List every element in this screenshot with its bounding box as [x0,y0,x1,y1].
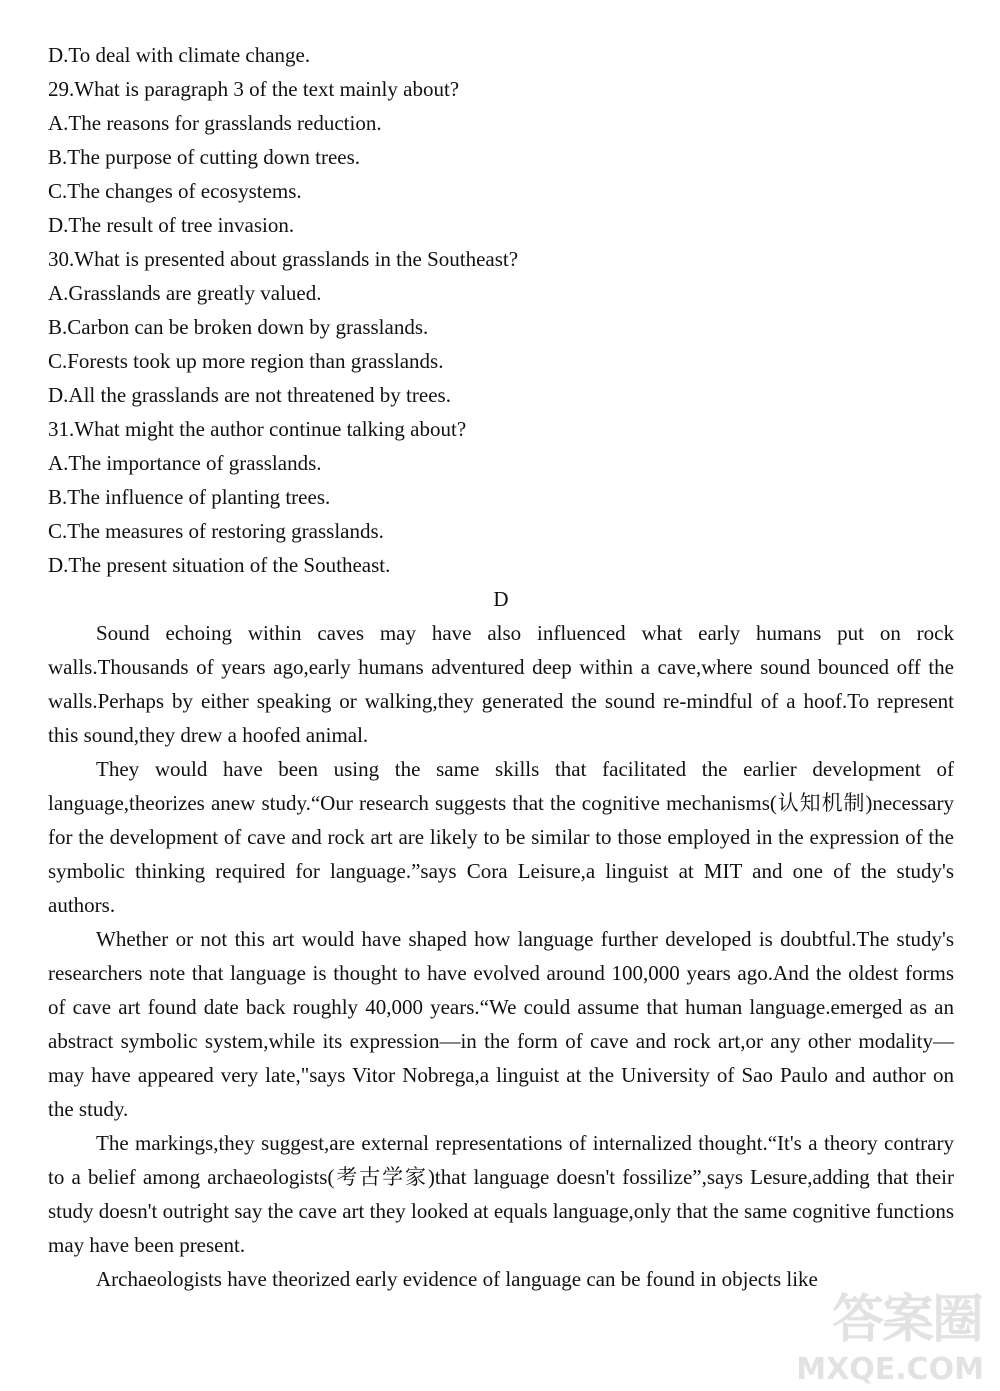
option-c: C.Forests took up more region than grasslands. [48,349,444,373]
passage-d-body [48,616,954,1296]
option-c: C.The changes of ecosystems. [48,179,302,203]
passage-paragraph: The markings,they suggest,are external representations of internalized thought.“It's a theory contrary to a belief among archaeologists(考古学家)that language doesn't fossilize”,says Lesure,adding that their study doesn't outright say the cave art they looked at equals language,only that the same cognitive functions may have been present. [48,1131,954,1257]
passage-paragraph: They would have been using the same skills that facilitated the earlier development of language,theorizes anew study.“Our research suggests that the cognitive mechanisms(认知机制)necessary for the development of cave and rock art are likely to be similar to those employed in the expression of the symbolic thinking required for language.”says Cora Leisure,a linguist at MIT and one of the study's authors. [48,757,954,917]
exam-page [48,38,954,1296]
passage-paragraph: Whether or not this art would have shaped how language further developed is doubtful.The study's researchers note that language is thought to have evolved around 100,000 years ago.And the oldest forms of cave art found date back roughly 40,000 years.“We could assume that human language.emerged as an abstract symbolic system,while its expression—in the form of cave and rock art,or any other modality—may have appeared very late,"says Vitor Nobrega,a linguist at the University of Sao Paulo and author on the study. [48,927,954,1121]
option-a: A.The reasons for grasslands reduction. [48,111,382,135]
question-29 [48,72,954,242]
option-a: A.The importance of grasslands. [48,451,322,475]
q28-option-d: D.To deal with climate change. [48,43,311,67]
option-b: B.Carbon can be broken down by grasslands. [48,315,429,339]
option-d: D.All the grasslands are not threatened by trees. [48,383,451,407]
question-31 [48,412,954,582]
question-stem: 31.What might the author continue talking about? [48,417,467,441]
question-stem: 30.What is presented about grasslands in the Southeast? [48,247,519,271]
option-a: A.Grasslands are greatly valued. [48,281,322,305]
option-d: D.The result of tree invasion. [48,213,295,237]
option-d: D.The present situation of the Southeast. [48,553,391,577]
watermark-logo: 答案圈 [831,1290,982,1350]
question-30 [48,242,954,412]
watermark [796,1277,990,1387]
option-b: B.The influence of planting trees. [48,485,331,509]
passage-d-title: D [493,587,509,611]
watermark-url: MXQE.COM [796,1352,984,1387]
passage-paragraph: Archaeologists have theorized early evidence of language can be found in objects like [96,1267,818,1291]
question-stem: 29.What is paragraph 3 of the text mainly about? [48,77,460,101]
option-b: B.The purpose of cutting down trees. [48,145,361,169]
passage-paragraph: Sound echoing within caves may have also influenced what early humans put on rock walls.Thousands of years ago,early humans adventured deep within a cave,where sound bounced off the walls.Perhaps by either speaking or walking,they generated the sound re-mindful of a hoof.To represent this sound,they drew a hoofed animal. [48,621,954,747]
option-c: C.The measures of restoring grasslands. [48,519,384,543]
